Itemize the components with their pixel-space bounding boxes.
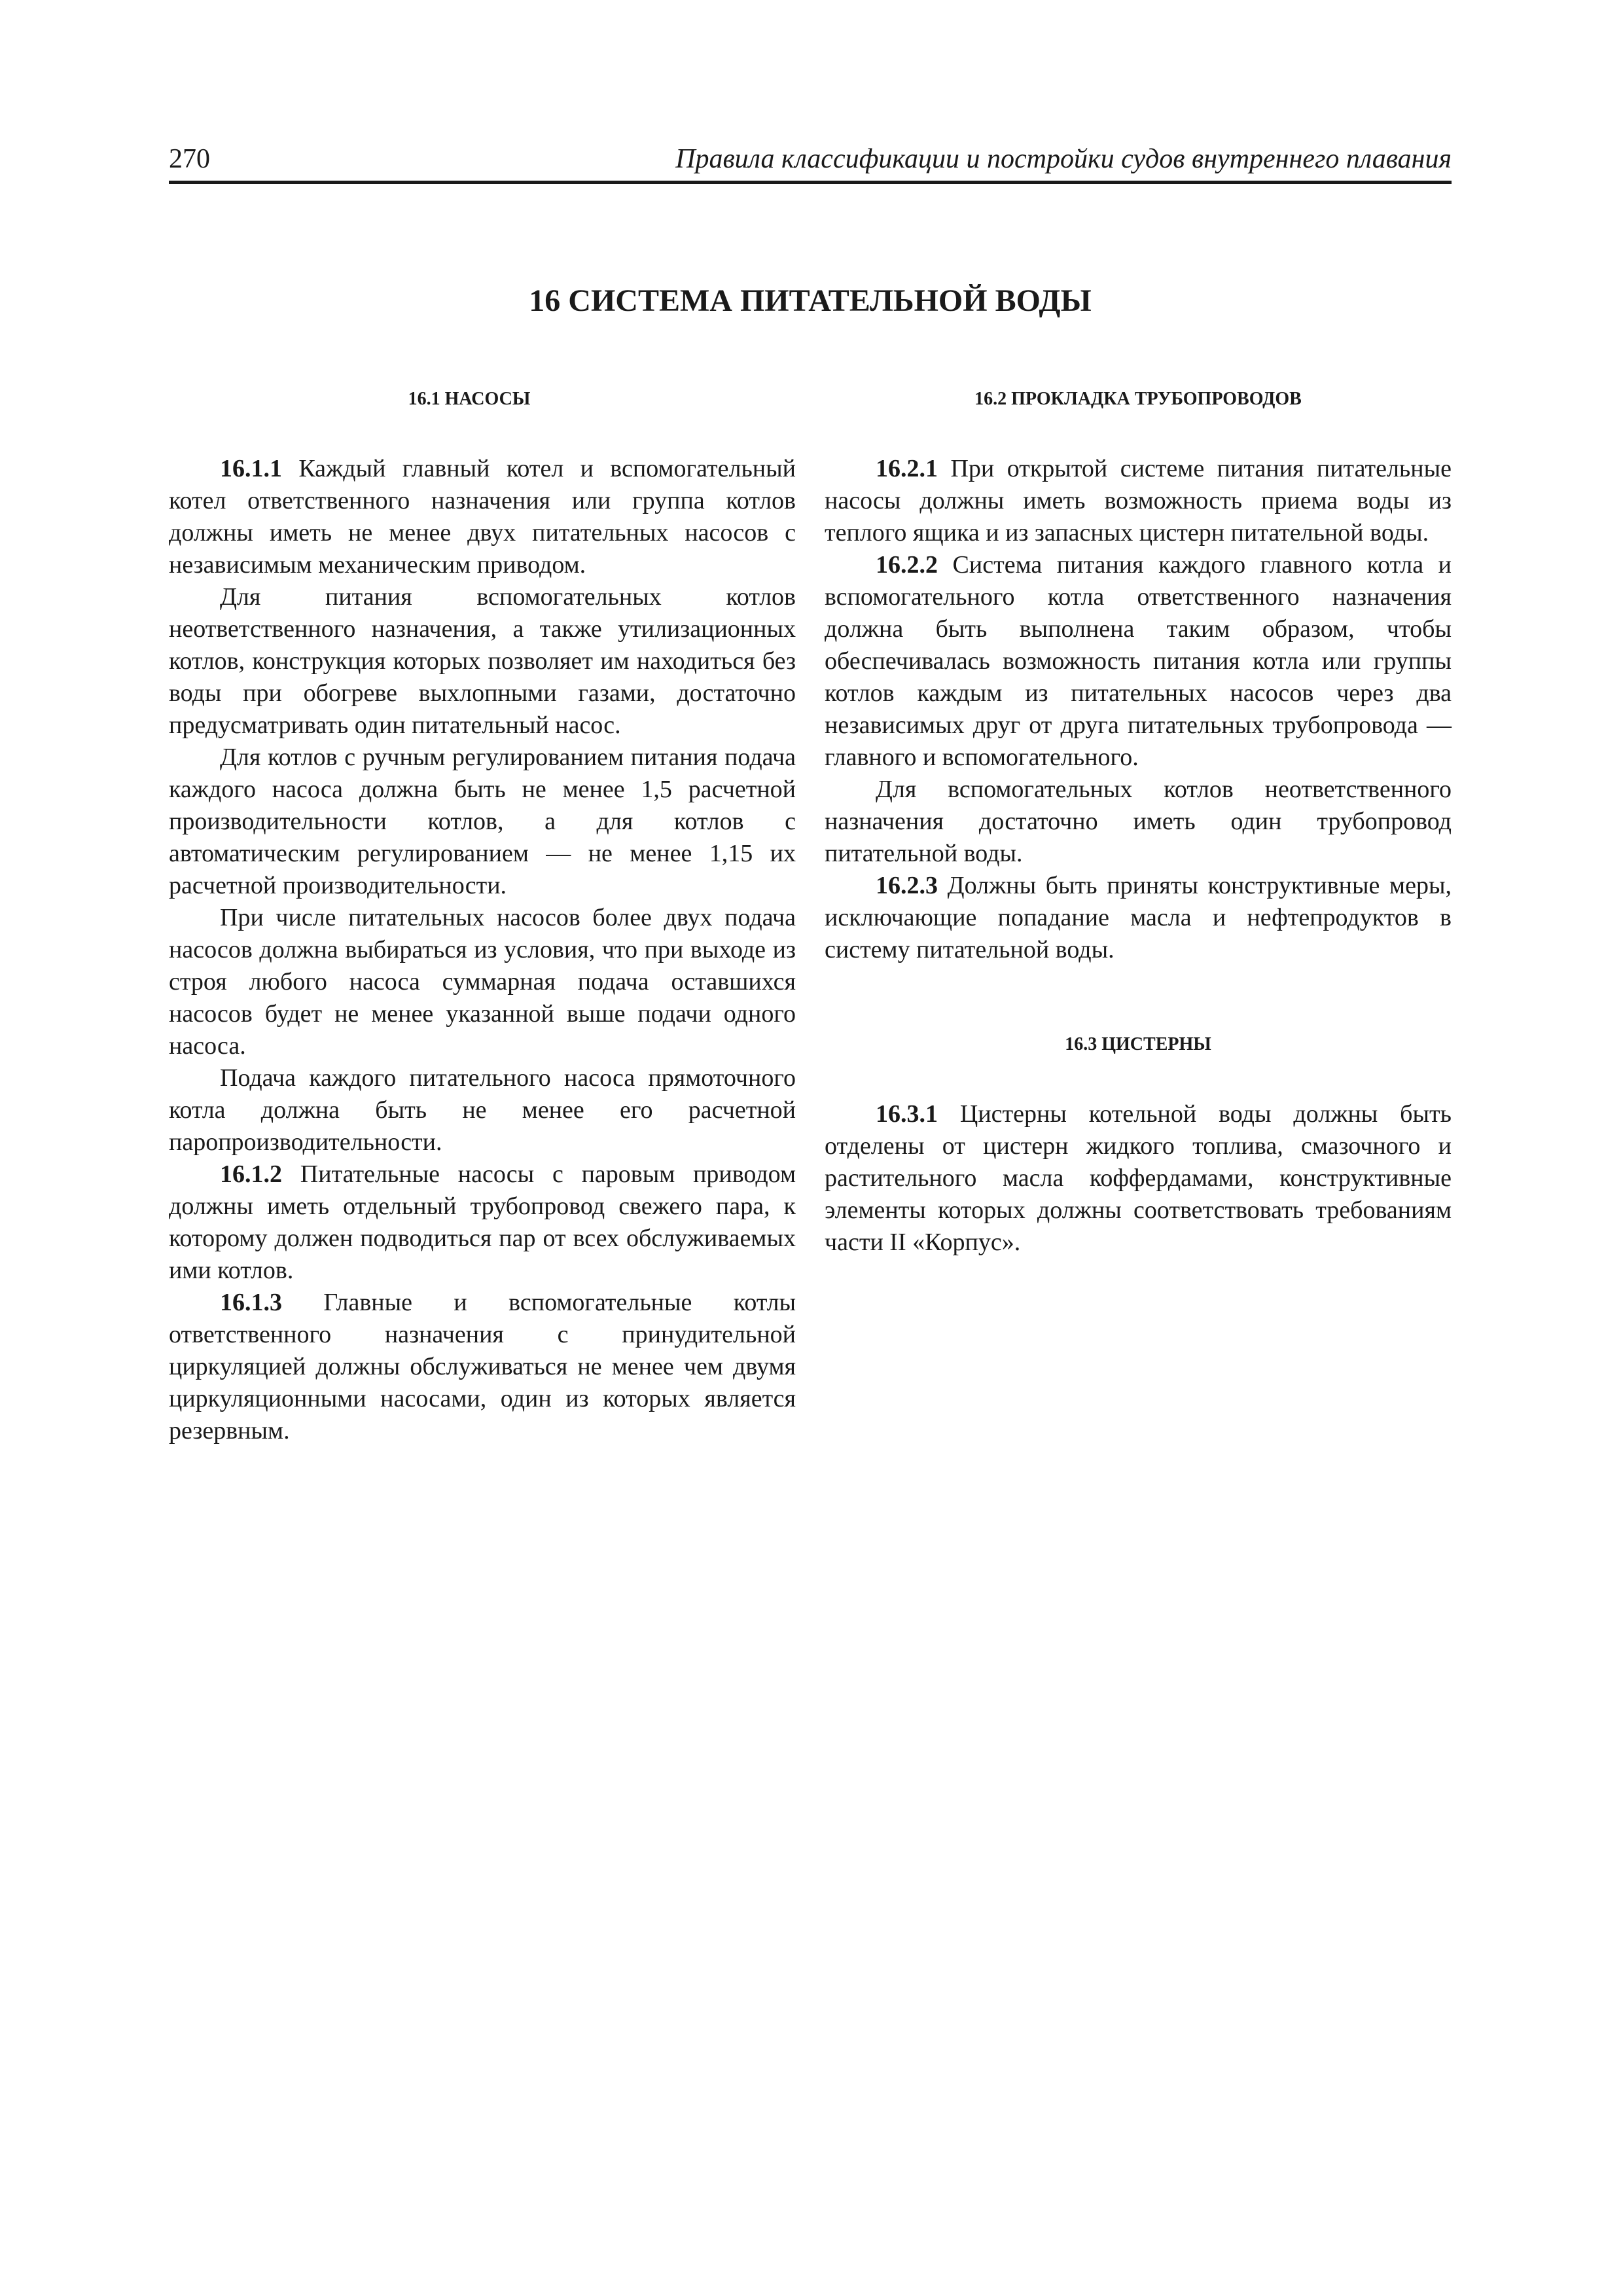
clause-number: 16.1.1	[220, 455, 282, 482]
section-heading-pumps: 16.1 НАСОСЫ	[408, 389, 531, 409]
paragraph	[169, 1062, 796, 1158]
running-title: Правила классификации и постройки судов внутреннего плавания	[675, 144, 1452, 174]
paragraph	[825, 453, 1452, 549]
paragraph	[169, 742, 796, 902]
paragraph-text: Главные и вспомогательные котлы ответственного назначения с принудительной циркуляцией должны обслуживаться не менее чем двумя циркуляционными насосами, один из которых является резервным.	[169, 1289, 796, 1444]
right-column	[825, 386, 1452, 1259]
section-heading-piping: 16.2 ПРОКЛАДКА ТРУБОПРОВОДОВ	[974, 389, 1302, 409]
chapter-title: 16 СИСТЕМА ПИТАТЕЛЬНОЙ ВОДЫ	[529, 283, 1092, 318]
paragraph-text: Подача каждого питательного насоса прямоточного котла должна быть не менее его расчетной паропроизводительности.	[169, 1064, 796, 1156]
paragraph	[825, 1098, 1452, 1259]
paragraph	[169, 453, 796, 581]
section-heading-tanks: 16.3 ЦИСТЕРНЫ	[1065, 1034, 1211, 1054]
paragraph-text: Каждый главный котел и вспомогательный котел ответственного назначения или группа котлов должны иметь не менее двух питательных насосов с независимым механическим приводом.	[169, 455, 796, 579]
paragraph	[169, 581, 796, 742]
paragraph-text: Питательные насосы с паровым приводом должны иметь отдельный трубопровод свежего пара, к которому должен подводиться пар от всех обслуживаемых ими котлов.	[169, 1160, 796, 1284]
clause-number: 16.2.3	[876, 872, 938, 899]
paragraph-text: Для вспомогательных котлов неответственного назначения достаточно иметь один трубопровод питательной воды.	[825, 776, 1452, 867]
left-column	[169, 386, 796, 1447]
paragraph	[169, 1287, 796, 1447]
paragraph-text: Для котлов с ручным регулированием питания подача каждого насоса должна быть не менее 1,5 расчетной производительности котлов, а для котлов с автоматическим регулированием — не менее 1,15 их расчетной производительности.	[169, 744, 796, 899]
paragraph	[825, 549, 1452, 774]
paragraph	[169, 902, 796, 1062]
clause-number: 16.1.3	[220, 1289, 282, 1316]
paragraph-text: Должны быть приняты конструктивные меры, исключающие попадание масла и нефтепродуктов в систему питательной воды.	[825, 872, 1452, 963]
clause-number: 16.3.1	[876, 1100, 938, 1128]
clause-number: 16.1.2	[220, 1160, 282, 1188]
paragraph-text: Цистерны котельной воды должны быть отделены от цистерн жидкого топлива, смазочного и растительного масла коффердамами, конструктивные элементы которых должны соответствовать требованиям части II «Корпус».	[825, 1100, 1452, 1256]
paragraph-text: Для питания вспомогательных котлов неответственного назначения, а также утилизационных котлов, конструкция которых позволяет им находиться без воды при обогреве выхлопными газами, достаточно предусматривать один питательный насос.	[169, 583, 796, 739]
page-number: 270	[169, 144, 210, 174]
paragraph	[169, 1158, 796, 1287]
clause-number: 16.2.2	[876, 551, 938, 579]
paragraph	[825, 774, 1452, 870]
paragraph	[825, 870, 1452, 966]
clause-number: 16.2.1	[876, 455, 938, 482]
paragraph-text: При числе питательных насосов более двух подача насосов должна выбираться из условия, что при выходе из строя любого насоса суммарная подача оставшихся насосов будет не менее указанной выше подачи одного насоса.	[169, 904, 796, 1060]
paragraph-text: Система питания каждого главного котла и вспомогательного котла ответственного назначения должна быть выполнена таким образом, чтобы обеспечивалась возможность питания котла или группы котлов каждым из питательных насосов через два независимых друг от друга питательных трубопровода — главного и вспомогательного.	[825, 551, 1452, 771]
paragraph-text: При открытой системе питания питательные насосы должны иметь возможность приема воды из теплого ящика и из запасных цистерн питательной воды.	[825, 455, 1452, 547]
page-header	[169, 140, 1452, 184]
